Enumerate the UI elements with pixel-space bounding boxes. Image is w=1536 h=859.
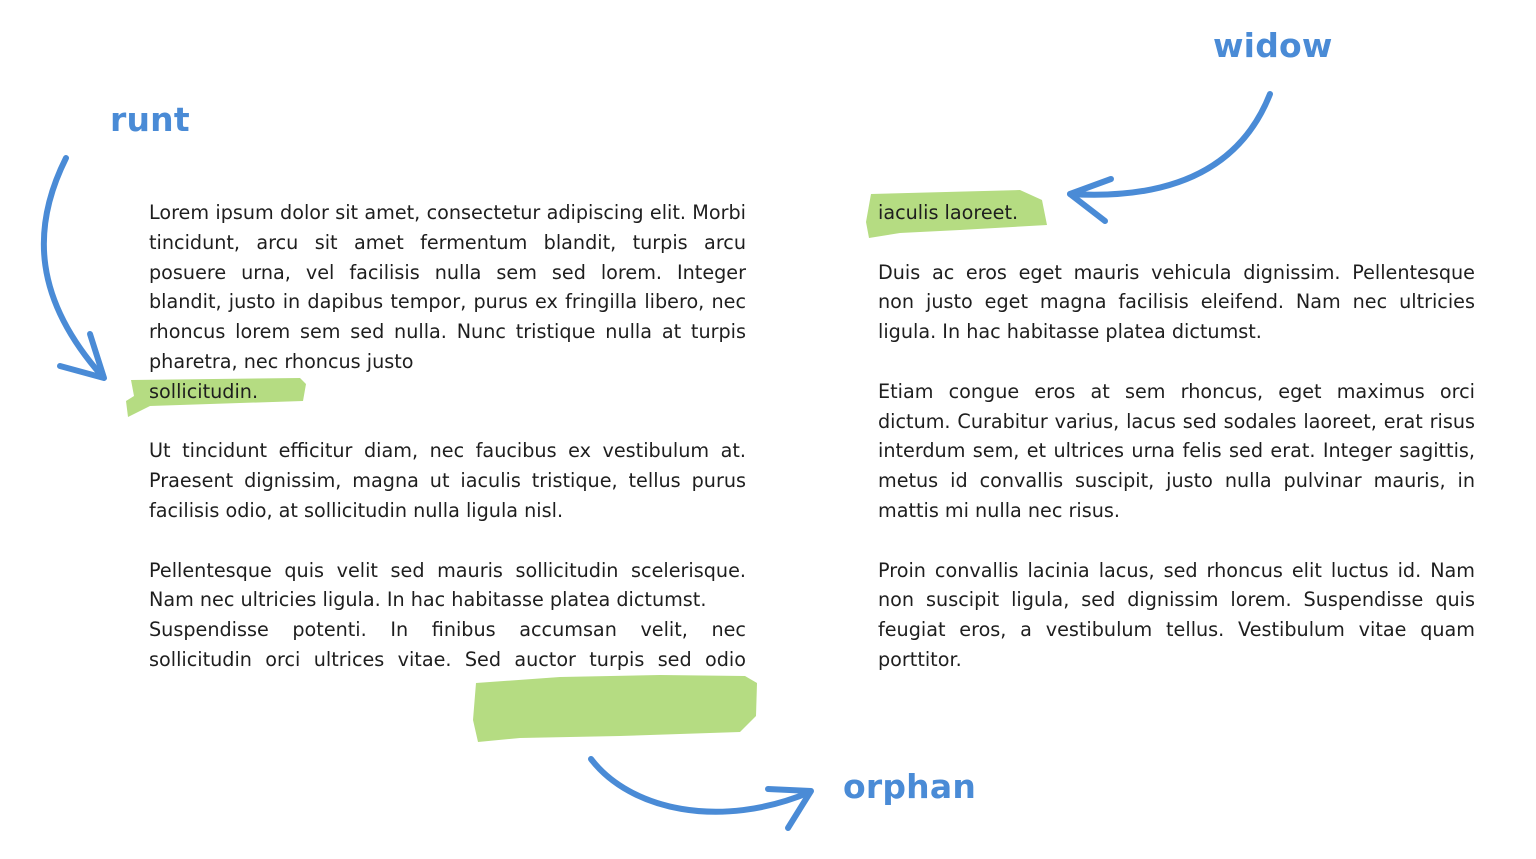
orphan-label: orphan [843,767,977,806]
left-paragraph-3: Pellentesque quis velit sed mauris sollicitudin scelerisque. Nam nec ultricies ligula. In hac habitasse platea dictumst. [149,558,746,612]
right-text-column [878,198,1475,675]
left-paragraph-1-text: Lorem ipsum dolor sit amet, consectetur adipiscing elit. Morbi tincidunt, arcu sit amet fermentum blandit, turpis arcu posuere urna, vel facilisis nulla sem sed lorem. Integer blandit, justo in dapibus tempor, purus ex fringilla libero, nec rhoncus lorem sem sed nulla. Nunc tristique nulla at turpis pharetra, nec rhoncus justo [149,201,746,373]
orphan-line-highlighted: ed auctor turpis sed odio [477,647,746,671]
left-paragraph-4-text: Suspendisse potenti. In finibus accumsan velit, nec [149,618,746,642]
widow-label: widow [1213,26,1333,65]
right-paragraph-3: Proin convallis lacinia lacus, sed rhoncus elit luctus id. Nam non suscipit ligula, sed dignissim lorem. Suspendisse quis feugiat eros, a vestibulum tellus. Vestibulum vitae quam porttitor. [878,558,1475,671]
left-paragraph-4 [149,615,746,675]
left-paragraph-2: Ut tincidunt efficitur diam, nec faucibus ex vestibulum at. Praesent dignissim, magna ut iaculis tristique, tellus purus facilisis odio, at sollicitudin nulla ligula nisl. [149,439,746,522]
runt-label: runt [110,100,190,139]
left-paragraph-1 [149,198,746,407]
widow-line: iaculis laoreet. [878,201,1019,224]
right-paragraph-2: Etiam congue eros at sem rhoncus, eget maximus orci dictum. Curabitur varius, lacus sed sodales laoreet, erat risus interdum sem, et ultrices urna felis sed erat. Integer sagittis, metus id convallis suscipit, justo nulla pulvinar mauris, in mattis mi nulla nec risus. [878,379,1475,522]
orphan-highlight [473,675,757,742]
right-paragraph-1: Duis ac eros eget mauris vehicula dignissim. Pellentesque non justo eget magna facilisis eleifend. Nam nec ultricies ligula. In hac habitasse platea dictumst. [878,260,1475,344]
orphan-line-start: sollicitudin orci ultrices vitae. S [149,647,478,671]
left-text-column [149,198,746,675]
runt-word: sollicitudin. [149,379,259,403]
